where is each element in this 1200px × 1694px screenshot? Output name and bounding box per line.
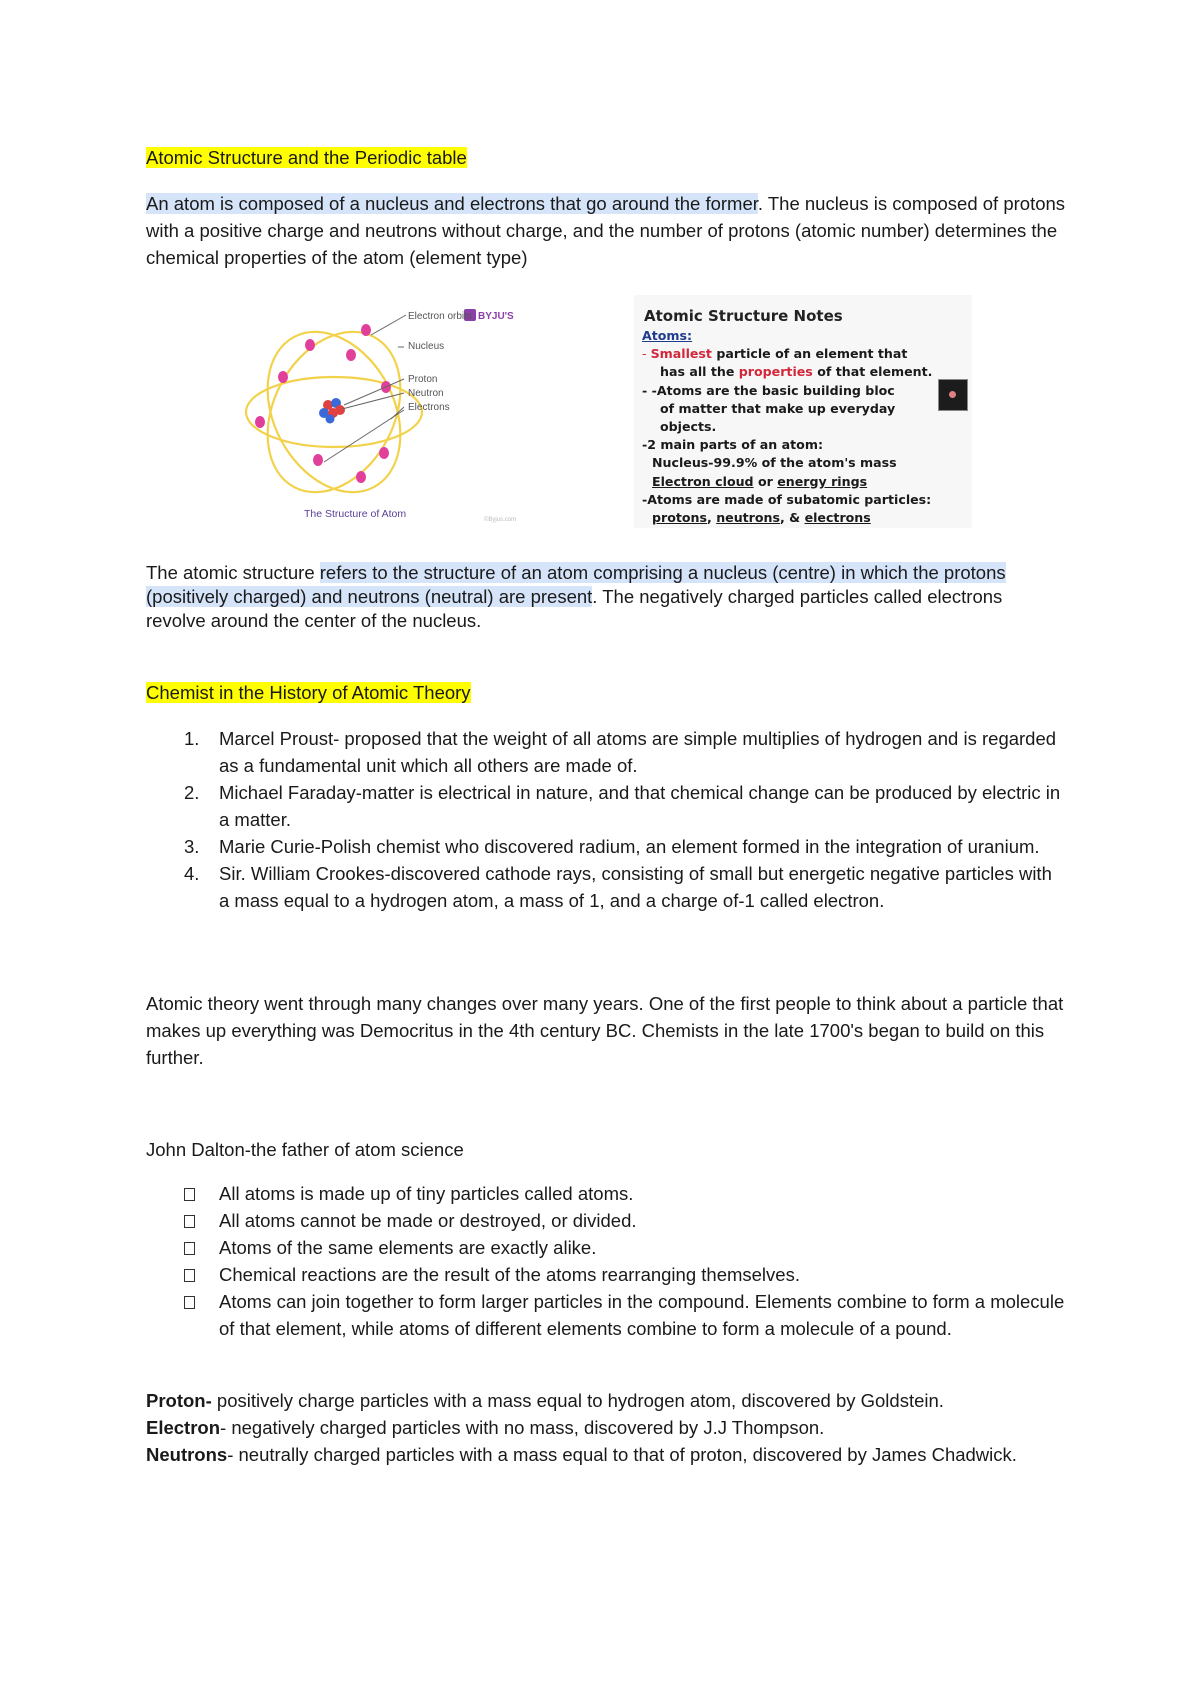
- label-nucleus: Nucleus: [408, 341, 445, 352]
- list-item: All atoms cannot be made or destroyed, or divided.: [146, 1207, 1066, 1234]
- definition-neutron: Neutrons- neutrally charged particles with a mass equal to that of proton, discovered by James Chadwick.: [146, 1444, 1017, 1465]
- list-item: Atoms of the same elements are exactly alike.: [146, 1234, 1066, 1261]
- list-item: 1. Marcel Proust- proposed that the weight of all atoms are simple multiplies of hydrogen and is regarded as a fundamental unit which all others are made of.: [184, 728, 1057, 776]
- label-electron-orbits: Electron orbits: [408, 311, 472, 322]
- atom-structure-diagram: [226, 297, 638, 527]
- list-item: 3. Marie Curie-Polish chemist who discovered radium, an element formed in the integration of uranium.: [184, 836, 1040, 857]
- label-proton: Proton: [408, 374, 438, 385]
- list-item: All atoms is made up of tiny particles called atoms.: [146, 1180, 1066, 1207]
- nucleus-icon: [319, 398, 345, 424]
- particle-definitions: [146, 1387, 1066, 1468]
- diagram-watermark: ©Byjus.com: [484, 517, 517, 523]
- checkbox-bullet-icon: [184, 1242, 195, 1255]
- paragraph-atomic-theory-history: Atomic theory went through many changes over many years. One of the first people to think about a particle that makes up everything was Democritus in the 4th century BC. Chemists in the late 1700's began to build on this further.: [146, 993, 1064, 1068]
- section-title-atomic-structure: Atomic Structure and the Periodic table: [146, 147, 467, 168]
- section-title-chemists: Chemist in the History of Atomic Theory: [146, 682, 471, 703]
- list-item: 2. Michael Faraday-matter is electrical in nature, and that chemical change can be produced by electric in a matter.: [184, 782, 1061, 830]
- dalton-heading: John Dalton-the father of atom science: [146, 1139, 464, 1160]
- checkbox-bullet-icon: [184, 1188, 195, 1201]
- list-item: 4. Sir. William Crookes-discovered cathode rays, consisting of small but energetic negative particles with a mass equal to a hydrogen atom, a mass of 1, and a charge of-1 called electron.: [184, 863, 1052, 911]
- checkbox-bullet-icon: [184, 1215, 195, 1228]
- notes-title: Atomic Structure Notes: [644, 307, 843, 325]
- notes-body: Atoms: - Smallest particle of an element that has all the properties of that element. - -Atoms are the basic building bloc of matter that make up everyday objects. -2 main parts of an atom: Nucleus-99.9% of the atom's mass Electron cloud or energy rings -Atoms are made of subatomic particles: protons, neutrons, & electrons: [642, 328, 933, 526]
- list-item: Atoms can join together to form larger particles in the compound. Elements combine to form a molecule of that element, while atoms of different elements combine to form a molecule of a pound.: [146, 1288, 1066, 1342]
- diagram-caption: The Structure of Atom: [304, 508, 407, 520]
- electron-dots: [255, 324, 391, 483]
- label-neutron: Neutron: [408, 388, 444, 399]
- highlighted-text: refers to the structure of an atom comprising a nucleus (centre) in which the protons (positively charged) and neutrons (neutral) are present: [146, 562, 1006, 607]
- chemists-list: [146, 725, 1066, 914]
- highlighted-text: An atom is composed of a nucleus and electrons that go around the former: [146, 193, 758, 214]
- checkbox-bullet-icon: [184, 1269, 195, 1282]
- checkbox-bullet-icon: [184, 1296, 195, 1309]
- paragraph-atomic-structure-definition: The atomic structure refers to the structure of an atom comprising a nucleus (centre) in which the protons (positively charged) and neutrons (neutral) are present. The negatively charged particles called electrons revolve around the center of the nucleus.: [146, 562, 1006, 631]
- dalton-list: [146, 1180, 1066, 1342]
- paragraph-atom-composition: An atom is composed of a nucleus and electrons that go around the former. The nucleus is composed of protons with a positive charge and neutrons without charge, and the number of protons (atomic number) determines the chemical properties of the atom (element type): [146, 193, 1066, 268]
- definition-proton: Proton- positively charge particles with a mass equal to hydrogen atom, discovered by Goldstein.: [146, 1390, 944, 1411]
- atom-diagram-svg: [226, 297, 638, 527]
- brand-name: BYJU'S: [478, 311, 514, 322]
- list-item: Chemical reactions are the result of the atoms rearranging themselves.: [146, 1261, 1066, 1288]
- notes-heading: Atoms:: [642, 328, 693, 343]
- diagram-labels: [408, 311, 472, 413]
- label-electrons: Electrons: [408, 402, 450, 413]
- definition-electron: Electron- negatively charged particles with no mass, discovered by J.J Thompson.: [146, 1417, 825, 1438]
- atom-thumbnail-image: [938, 379, 968, 411]
- atomic-structure-notes-image: [634, 295, 972, 528]
